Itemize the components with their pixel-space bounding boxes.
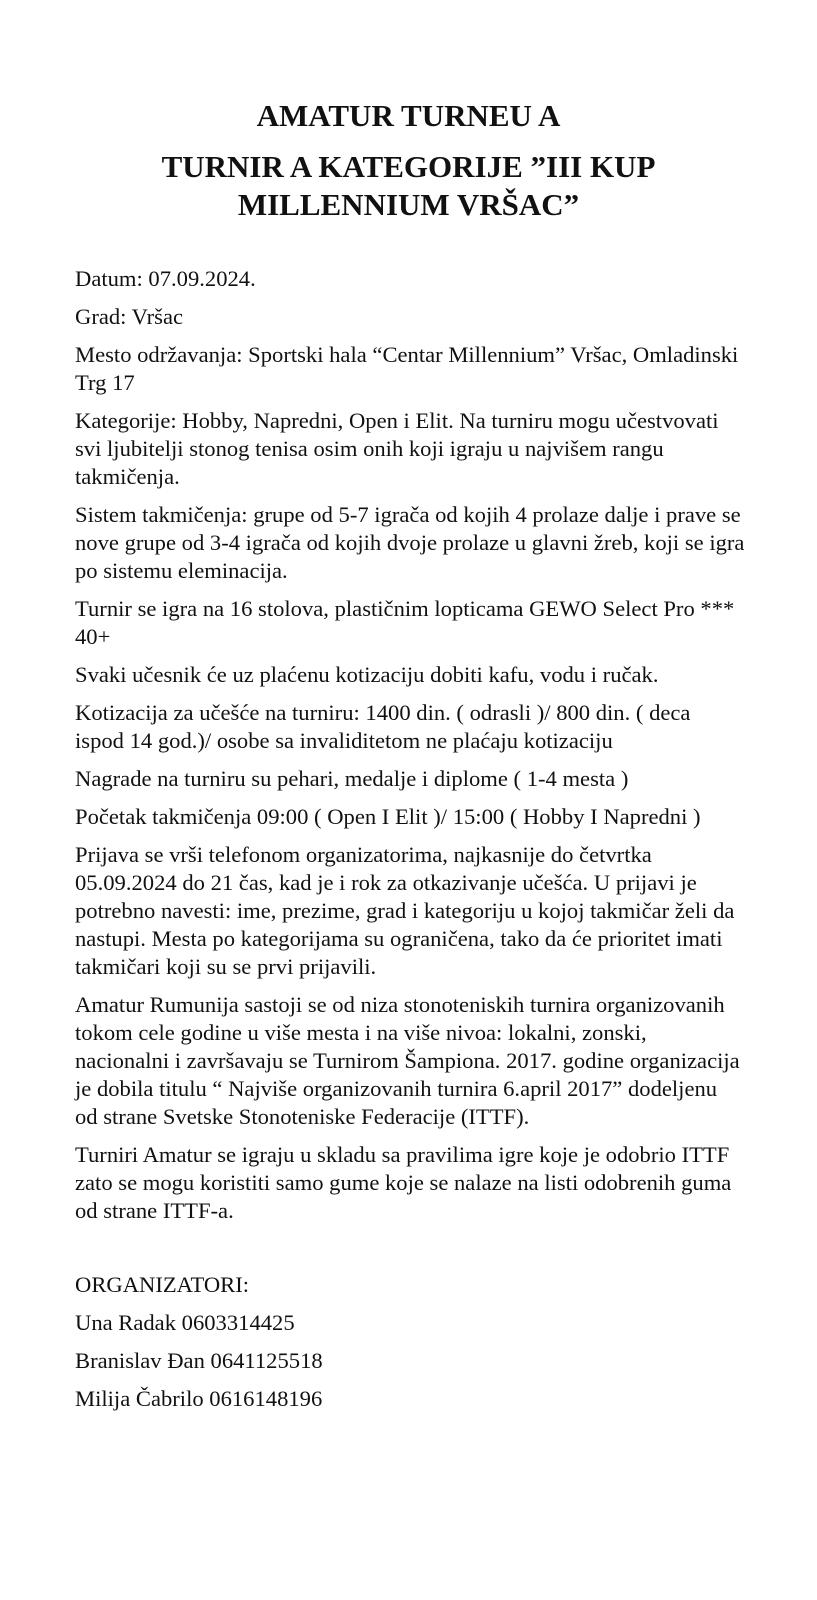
organizers-section	[75, 1271, 745, 1413]
amenities-paragraph: Svaki učesnik će uz plaćenu kotizaciju dobiti kafu, vodu i ručak.	[75, 662, 659, 687]
organizer-item: Milija Čabrilo 0616148196	[75, 1386, 323, 1411]
document-subtitle: TURNIR A KATEGORIJE ”III KUP MILLENNIUM VRŠAC”	[161, 149, 656, 222]
categories-paragraph: Kategorije: Hobby, Napredni, Open i Elit. Na turniru mogu učestvovati svi ljubitelji stonog tenisa osim onih koji igraju u najvišem rangu takmičenja.	[75, 408, 719, 489]
date-line: Datum: 07.09.2024.	[75, 266, 256, 291]
document-title: AMATUR TURNEU A	[256, 98, 561, 133]
document-body	[75, 265, 745, 1423]
city-line: Grad: Vršac	[75, 304, 184, 329]
organizer-item: Branislav Đan 0641125518	[75, 1348, 323, 1373]
prizes-paragraph: Nagrade na turniru su pehari, medalje i diplome ( 1-4 mesta )	[75, 766, 629, 791]
rules-paragraph: Turniri Amatur se igraju u skladu sa pravilima igre koje je odobrio ITTF zato se mogu koristiti samo gume koje se nalaze na listi odobrenih guma od strane ITTF-a.	[75, 1142, 732, 1223]
organizers-heading: ORGANIZATORI:	[75, 1272, 250, 1297]
venue-paragraph: Mesto održavanja: Sportski hala “Centar Millennium” Vršac, Omladinski Trg 17	[75, 342, 739, 395]
registration-paragraph: Prijava se vrši telefonom organizatorima, najkasnije do četvrtka 05.09.2024 do 21 čas, kad je i rok za otkazivanje učešća. U prijavi je potrebno navesti: ime, prezime, grad i kategoriju u kojoj takmičar želi da nastupi. Mesta po kategorijama su ograničena, tako da će prioritet imati takmičari koji su se prvi prijavili.	[75, 842, 735, 979]
system-paragraph: Sistem takmičenja: grupe od 5-7 igrača od kojih 4 prolaze dalje i prave se nove grupe od 3-4 igrača od kojih dvoje prolaze u glavni žreb, koji se igra po sistemu eleminacija.	[75, 502, 745, 583]
organizer-item: Una Radak 0603314425	[75, 1310, 295, 1335]
section-spacer	[75, 1235, 745, 1271]
fee-paragraph: Kotizacija za učešće na turniru: 1400 din. ( odrasli )/ 800 din. ( deca ispod 14 god.)/ osobe sa invaliditetom ne plaćaju kotizaciju	[75, 700, 691, 753]
start-time-paragraph: Početak takmičenja 09:00 ( Open I Elit )/ 15:00 ( Hobby I Napredni )	[75, 804, 701, 829]
about-paragraph: Amatur Rumunija sastoji se od niza stonoteniskih turnira organizovanih tokom cele godine u više mesta i na više nivoa: lokalni, zonski, nacionalni i završavaju se Turnirom Šampiona. 2017. godine organizacija je dobila titulu “ Najviše organizovanih turnira 6.april 2017” dodeljenu od strane Svetske Stonoteniske Federacije (ITTF).	[75, 992, 740, 1129]
tables-paragraph: Turnir se igra na 16 stolova, plastičnim lopticama GEWO Select Pro *** 40+	[75, 596, 735, 649]
